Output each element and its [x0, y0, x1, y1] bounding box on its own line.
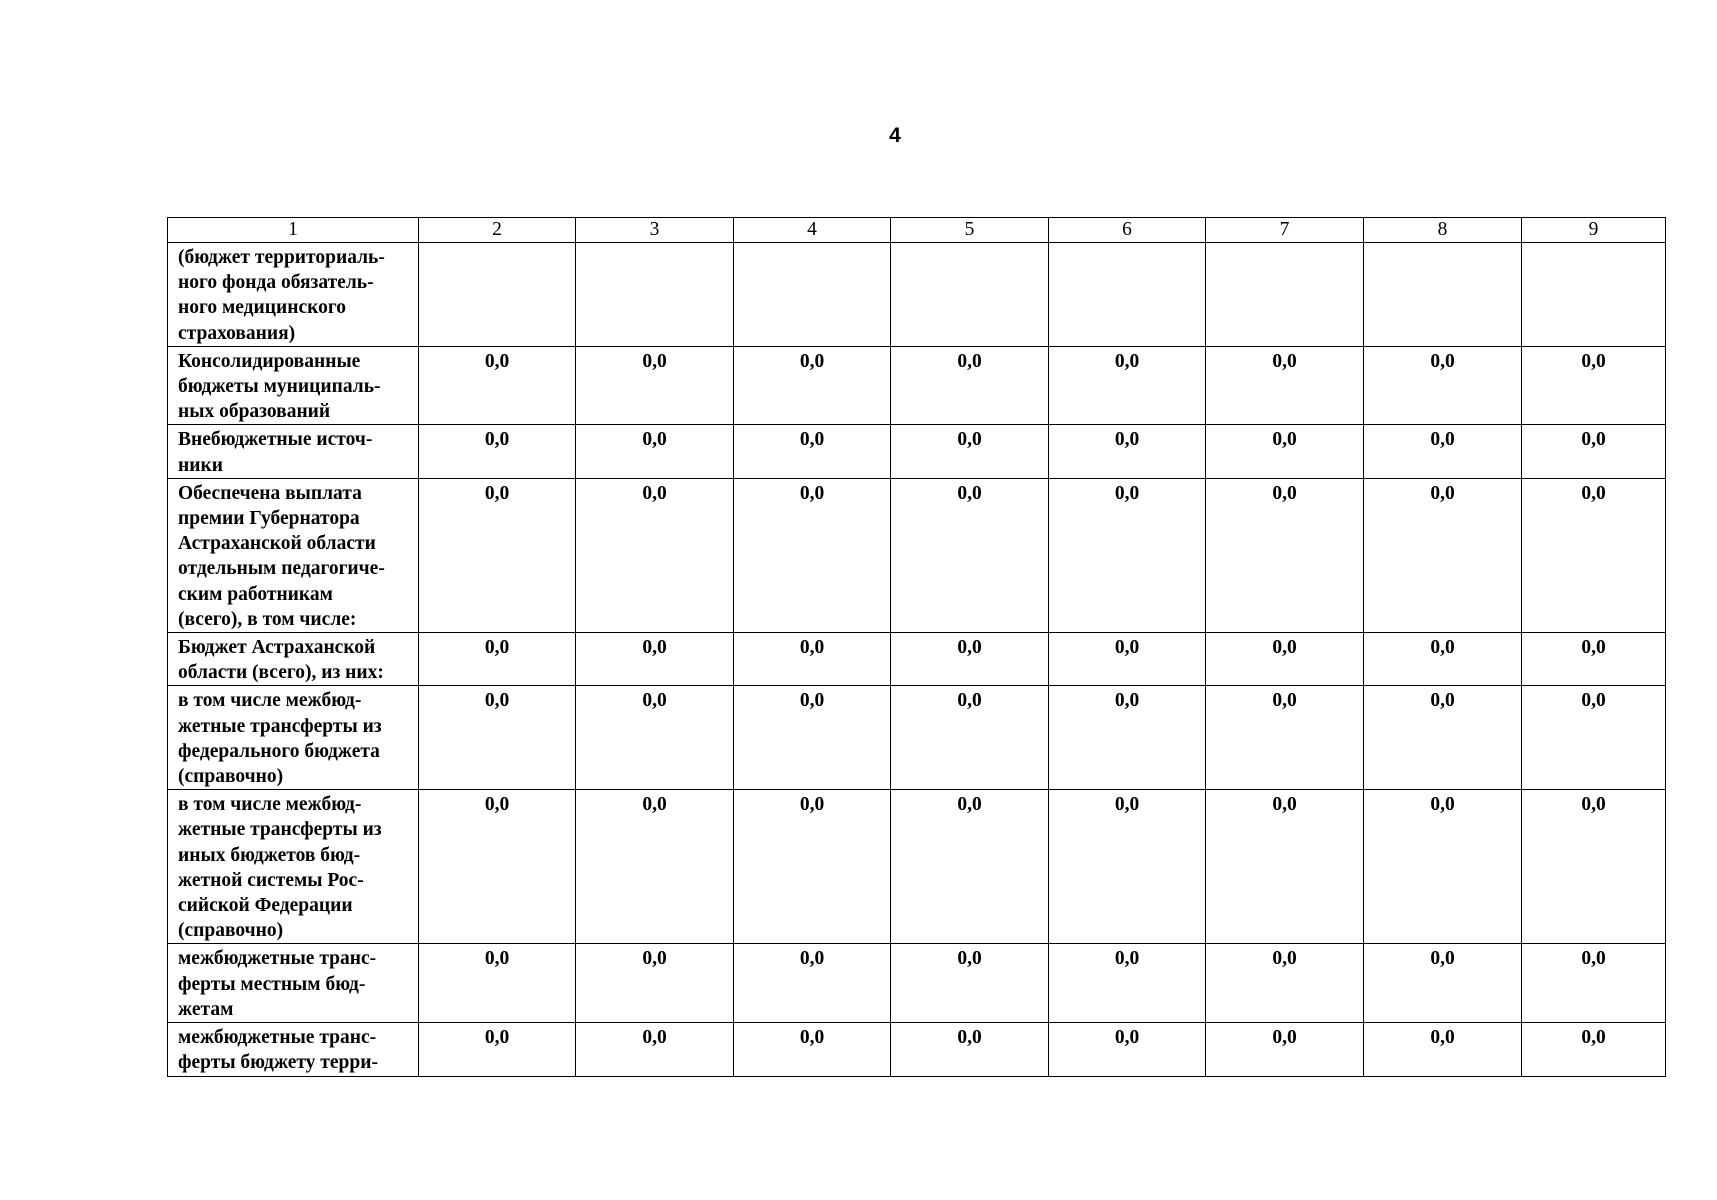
row-label: Бюджет Астраханской области (всего), из них:	[168, 633, 419, 686]
column-header-6: 6	[1049, 218, 1206, 243]
value-cell-col-7: 0,0	[1206, 1023, 1364, 1076]
table-row	[168, 790, 1666, 944]
value-cell-col-7: 0,0	[1206, 425, 1364, 478]
value-cell-col-9: 0,0	[1522, 1023, 1666, 1076]
value-cell-col-6: 0,0	[1049, 478, 1206, 632]
table-row	[168, 346, 1666, 425]
column-number-row	[168, 218, 1666, 243]
value-cell-col-7: 0,0	[1206, 633, 1364, 686]
table-header	[168, 218, 1666, 243]
value-cell-col-2: 0,0	[419, 425, 576, 478]
value-cell-col-7: 0,0	[1206, 944, 1364, 1023]
value-cell-col-5	[891, 243, 1049, 347]
value-cell-col-5: 0,0	[891, 944, 1049, 1023]
value-cell-col-6: 0,0	[1049, 1023, 1206, 1076]
value-cell-col-9: 0,0	[1522, 478, 1666, 632]
value-cell-col-2: 0,0	[419, 944, 576, 1023]
value-cell-col-9: 0,0	[1522, 346, 1666, 425]
value-cell-col-8: 0,0	[1364, 944, 1522, 1023]
table-body	[168, 243, 1666, 1077]
row-label: Внебюджетные источ- ники	[168, 425, 419, 478]
value-cell-col-6: 0,0	[1049, 633, 1206, 686]
page-number: 4	[889, 124, 901, 147]
value-cell-col-2: 0,0	[419, 633, 576, 686]
row-label: Консолидированные бюджеты муниципаль- ных образований	[168, 346, 419, 425]
value-cell-col-2: 0,0	[419, 1023, 576, 1076]
value-cell-col-9: 0,0	[1522, 633, 1666, 686]
value-cell-col-8: 0,0	[1364, 1023, 1522, 1076]
table-row	[168, 944, 1666, 1023]
column-header-1: 1	[168, 218, 419, 243]
value-cell-col-9	[1522, 243, 1666, 347]
column-header-9: 9	[1522, 218, 1666, 243]
value-cell-col-5: 0,0	[891, 425, 1049, 478]
row-label: в том числе межбюд- жетные трансферты из федерального бюджета (справочно)	[168, 686, 419, 790]
value-cell-col-3: 0,0	[576, 944, 734, 1023]
value-cell-col-7: 0,0	[1206, 346, 1364, 425]
table-row	[168, 633, 1666, 686]
column-header-4: 4	[734, 218, 891, 243]
value-cell-col-5: 0,0	[891, 686, 1049, 790]
value-cell-col-3: 0,0	[576, 478, 734, 632]
column-header-2: 2	[419, 218, 576, 243]
value-cell-col-5: 0,0	[891, 478, 1049, 632]
value-cell-col-8	[1364, 243, 1522, 347]
value-cell-col-5: 0,0	[891, 1023, 1049, 1076]
value-cell-col-6	[1049, 243, 1206, 347]
value-cell-col-4: 0,0	[734, 346, 891, 425]
value-cell-col-2: 0,0	[419, 346, 576, 425]
value-cell-col-9: 0,0	[1522, 944, 1666, 1023]
table-row	[168, 686, 1666, 790]
value-cell-col-8: 0,0	[1364, 633, 1522, 686]
value-cell-col-6: 0,0	[1049, 346, 1206, 425]
row-label: межбюджетные транс- ферты бюджету терри-	[168, 1023, 419, 1076]
table-row	[168, 425, 1666, 478]
value-cell-col-2: 0,0	[419, 478, 576, 632]
column-header-3: 3	[576, 218, 734, 243]
value-cell-col-5: 0,0	[891, 633, 1049, 686]
value-cell-col-4: 0,0	[734, 944, 891, 1023]
value-cell-col-3: 0,0	[576, 425, 734, 478]
value-cell-col-4	[734, 243, 891, 347]
value-cell-col-8: 0,0	[1364, 686, 1522, 790]
value-cell-col-4: 0,0	[734, 790, 891, 944]
value-cell-col-4: 0,0	[734, 1023, 891, 1076]
value-cell-col-9: 0,0	[1522, 686, 1666, 790]
column-header-7: 7	[1206, 218, 1364, 243]
value-cell-col-8: 0,0	[1364, 478, 1522, 632]
budget-table	[167, 217, 1666, 1077]
value-cell-col-9: 0,0	[1522, 790, 1666, 944]
table-row	[168, 1023, 1666, 1076]
value-cell-col-5: 0,0	[891, 346, 1049, 425]
value-cell-col-5: 0,0	[891, 790, 1049, 944]
value-cell-col-4: 0,0	[734, 425, 891, 478]
value-cell-col-3: 0,0	[576, 790, 734, 944]
row-label: Обеспечена выплата премии Губернатора Астраханской области отдельным педагогиче- ским работникам (всего), в том числе:	[168, 478, 419, 632]
value-cell-col-3: 0,0	[576, 1023, 734, 1076]
value-cell-col-7: 0,0	[1206, 478, 1364, 632]
value-cell-col-4: 0,0	[734, 686, 891, 790]
column-header-5: 5	[891, 218, 1049, 243]
value-cell-col-4: 0,0	[734, 633, 891, 686]
value-cell-col-2: 0,0	[419, 790, 576, 944]
row-label: межбюджетные транс- ферты местным бюд- жетам	[168, 944, 419, 1023]
value-cell-col-7	[1206, 243, 1364, 347]
value-cell-col-6: 0,0	[1049, 944, 1206, 1023]
value-cell-col-3: 0,0	[576, 686, 734, 790]
value-cell-col-8: 0,0	[1364, 425, 1522, 478]
value-cell-col-7: 0,0	[1206, 790, 1364, 944]
value-cell-col-2: 0,0	[419, 686, 576, 790]
value-cell-col-6: 0,0	[1049, 425, 1206, 478]
row-label: в том числе межбюд- жетные трансферты из иных бюджетов бюд- жетной системы Рос- сийской Федерации (справочно)	[168, 790, 419, 944]
budget-table-container	[167, 217, 1665, 1077]
value-cell-col-8: 0,0	[1364, 346, 1522, 425]
value-cell-col-6: 0,0	[1049, 686, 1206, 790]
value-cell-col-8: 0,0	[1364, 790, 1522, 944]
value-cell-col-6: 0,0	[1049, 790, 1206, 944]
value-cell-col-3: 0,0	[576, 346, 734, 425]
value-cell-col-9: 0,0	[1522, 425, 1666, 478]
value-cell-col-3	[576, 243, 734, 347]
value-cell-col-7: 0,0	[1206, 686, 1364, 790]
table-row	[168, 478, 1666, 632]
column-header-8: 8	[1364, 218, 1522, 243]
value-cell-col-2	[419, 243, 576, 347]
value-cell-col-3: 0,0	[576, 633, 734, 686]
value-cell-col-4: 0,0	[734, 478, 891, 632]
table-row	[168, 243, 1666, 347]
row-label: (бюджет территориаль- ного фонда обязатель- ного медицинского страхования)	[168, 243, 419, 347]
